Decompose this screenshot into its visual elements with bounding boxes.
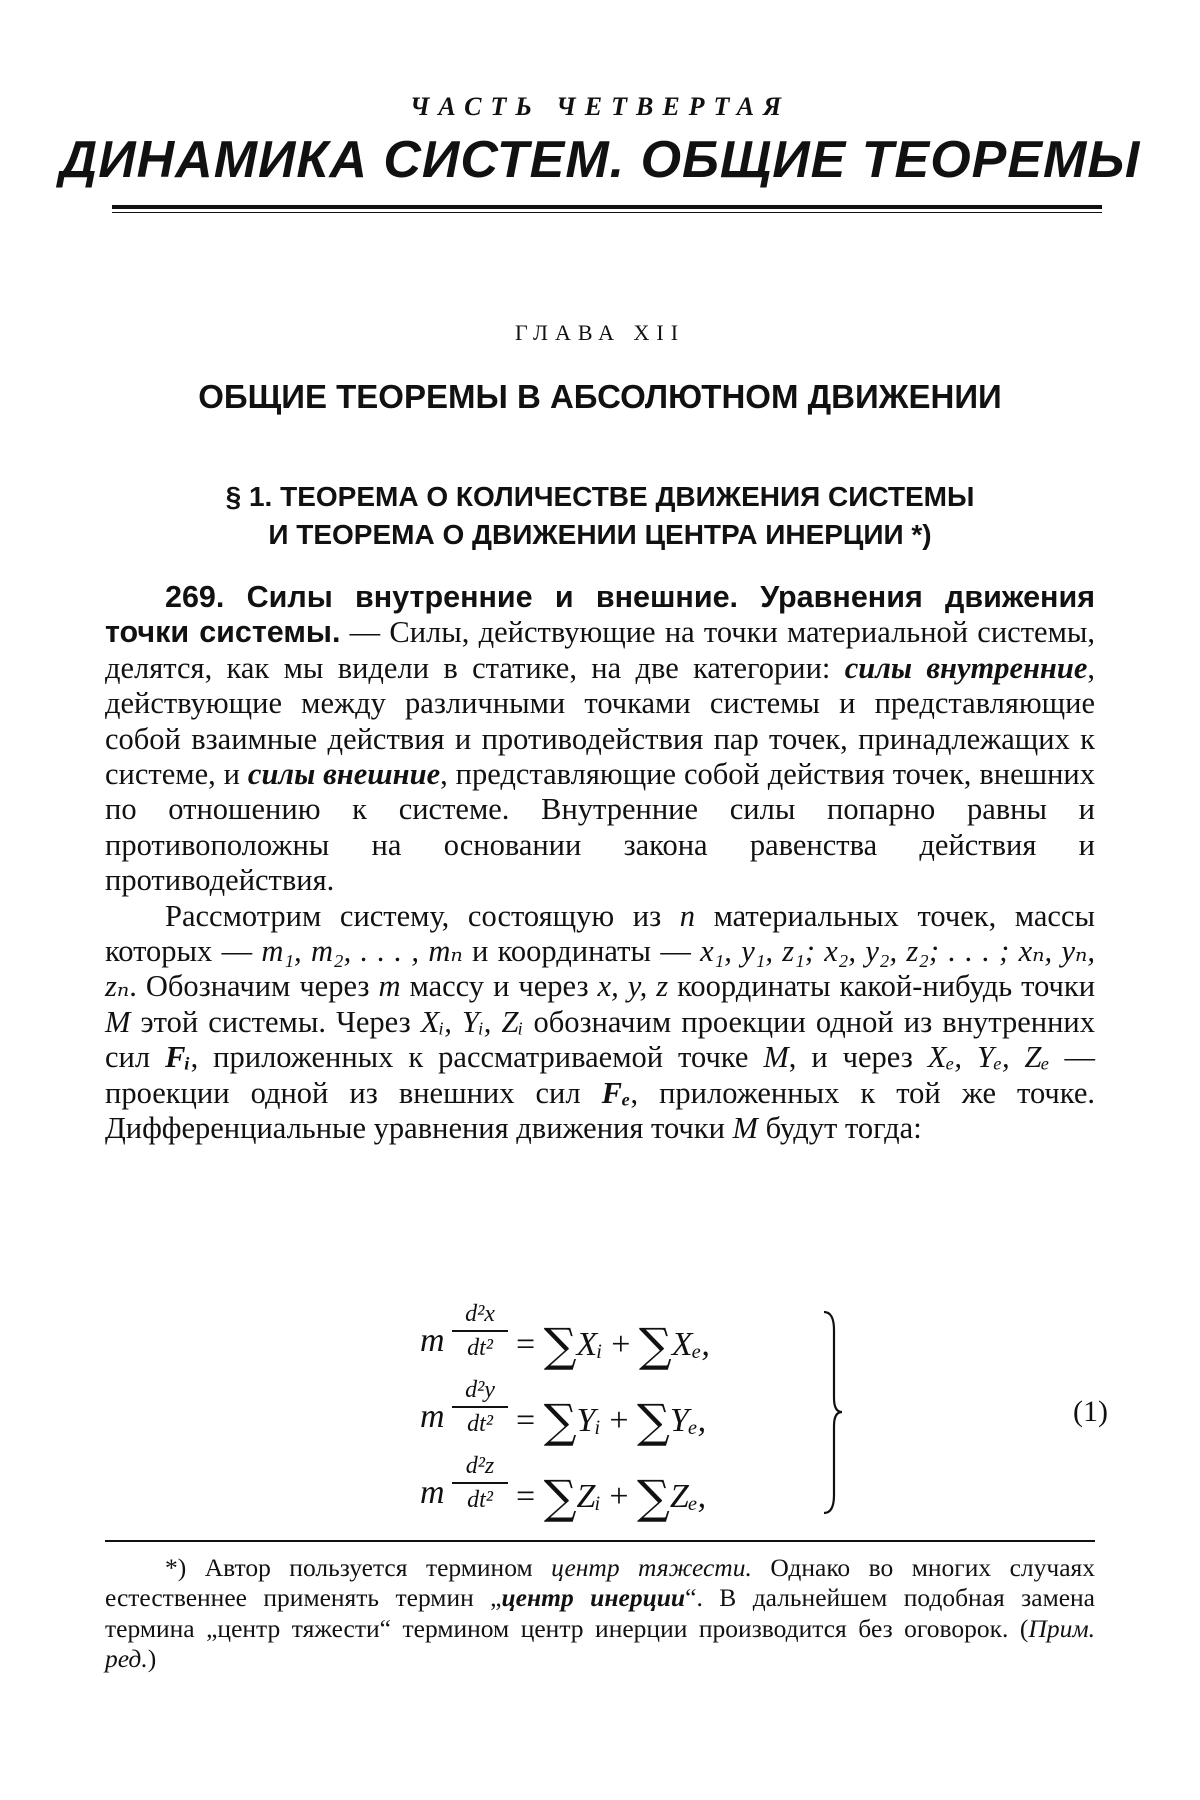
equation-mass: m <box>420 1398 445 1435</box>
para2-text-6: координаты какой-нибудь точки <box>668 969 1096 1004</box>
symbol-n: n <box>679 898 695 933</box>
sum-sign: ∑ <box>543 1394 577 1448</box>
footnote-text-2: Однако во многих случаях естественнее применять термин „ <box>105 1553 1095 1613</box>
term-internal-forces: силы внутренние <box>844 650 1088 685</box>
para1-text-3: , представляющие собой действия точек, внешних по отношению к системе. Внутренние силы попарно равны и противоположны на основании закона равенства действия и противодействия. <box>105 757 1095 898</box>
footnote-editor-note: Прим. ред. <box>105 1613 1095 1674</box>
sum-sign: ∑ <box>543 1318 577 1372</box>
chapter-title: ОБЩИЕ ТЕОРЕМЫ В АБСОЛЮТНОМ ДВИЖЕНИИ <box>198 378 1002 415</box>
symbol-M-2: M <box>763 1040 789 1075</box>
symbol-Fi: Fᵢ <box>165 1040 191 1075</box>
chapter-label: ГЛАВА XII <box>514 320 686 345</box>
internal-term: Xᵢ <box>576 1326 603 1363</box>
title-rule <box>112 205 1102 209</box>
equation-mass: m <box>420 1322 445 1359</box>
para1-text-2: , действующие между различными точками системы и представляющие собой взаимные действия и противодействия пар точек, принадлежащих к системе, и <box>105 650 1095 792</box>
para2-text-3: и координаты — <box>462 934 701 969</box>
body-text <box>105 580 1095 1147</box>
para2-text-13: будут тогда: <box>757 1111 922 1146</box>
derivative-numerator: d²z <box>452 1452 508 1484</box>
symbol-xyz: x, y, z <box>597 969 669 1004</box>
para2-text-12: , приложенных к той же точке. Дифференциальные уравнения движения точки <box>105 1075 1095 1146</box>
footnote-rule <box>105 1540 1095 1542</box>
equation-rhs <box>516 1470 706 1524</box>
title-rule-thin <box>112 212 1102 213</box>
para2-text-7: этой системы. Через <box>130 1004 421 1039</box>
external-term: Xₑ, <box>671 1326 710 1363</box>
right-brace <box>822 1310 844 1515</box>
symbol-internal-projections: Xᵢ, Yᵢ, Zᵢ <box>420 1004 524 1039</box>
plus-sign: + <box>609 1478 629 1515</box>
sum-sign: ∑ <box>637 1470 670 1524</box>
footnote-text <box>105 1553 1095 1675</box>
footnote <box>105 1553 1095 1675</box>
term-external-forces: силы внешние <box>247 757 441 792</box>
derivative-numerator: d²y <box>452 1376 508 1408</box>
equation-z <box>420 1452 840 1522</box>
equals-sign: = <box>516 1326 536 1363</box>
symbol-masses: m₁, m₂, . . . , mₙ <box>261 934 463 969</box>
footnote-term-2: центр инерции <box>501 1583 686 1613</box>
paragraph-269 <box>105 580 1095 899</box>
equation-derivative <box>452 1452 508 1514</box>
symbol-M-3: M <box>732 1111 758 1146</box>
para2-text-11: — проекции одной из внешних сил <box>105 1040 1095 1110</box>
sum-sign: ∑ <box>637 1394 670 1448</box>
symbol-M: M <box>105 1004 131 1039</box>
equation-y <box>420 1376 840 1446</box>
para2-text-2: материальных точек, массы которых — <box>105 898 1095 969</box>
equals-sign: = <box>516 1402 536 1439</box>
equation-x <box>420 1300 840 1370</box>
symbol-coordinates: x₁, y₁, z₁; x₂, y₂, z₂; . . . ; xₙ, yₙ, zₙ <box>105 934 1095 1004</box>
internal-term: Zᵢ <box>576 1478 601 1515</box>
equals-sign: = <box>516 1478 536 1515</box>
equation-number: (1) <box>1073 1395 1108 1428</box>
paragraph-system <box>105 899 1095 1147</box>
para2-text-9: , приложенных к рассматриваемой точке <box>190 1040 764 1075</box>
derivative-denominator: dt² <box>467 1335 493 1361</box>
derivative-numerator: d²x <box>452 1300 508 1332</box>
sum-sign: ∑ <box>543 1470 577 1524</box>
plus-sign: + <box>611 1326 631 1363</box>
equation-mass: m <box>420 1474 445 1511</box>
plus-sign: + <box>609 1402 629 1439</box>
symbol-Fe: Fₑ <box>601 1075 631 1110</box>
external-term: Zₑ, <box>669 1478 707 1515</box>
sum-sign: ∑ <box>638 1318 672 1372</box>
section-title-line-1: § 1. ТЕОРЕМА О КОЛИЧЕСТВЕ ДВИЖЕНИЯ СИСТЕМЫ <box>225 481 975 512</box>
para2-text-5: массу и через <box>400 969 598 1004</box>
para2-text-8: обозначим проекции одной из внутренних сил <box>105 1004 1095 1075</box>
footnote-text-4: ) <box>147 1644 157 1674</box>
para2-text-10: , и через <box>788 1040 928 1075</box>
equation-derivative <box>452 1300 508 1362</box>
equation-rhs <box>516 1394 706 1448</box>
para1-text-1: — Силы, действующие на точки материальной системы, делятся, как мы видели в статике, на две категории: <box>105 615 1095 685</box>
internal-term: Yᵢ <box>576 1402 601 1439</box>
para2-text-4: . Обозначим через <box>129 969 379 1004</box>
symbol-external-projections: Xₑ, Yₑ, Zₑ <box>927 1040 1050 1075</box>
external-term: Yₑ, <box>669 1402 707 1439</box>
section-title <box>0 478 1200 554</box>
part-title: ДИНАМИКА СИСТЕМ. ОБЩИЕ ТЕОРЕМЫ <box>59 131 1141 189</box>
footnote-text-1: *) Автор пользуется термином <box>165 1553 552 1582</box>
derivative-denominator: dt² <box>467 1487 493 1513</box>
equation-rhs <box>516 1318 710 1372</box>
part-label: ЧАСТЬ ЧЕТВЕРТАЯ <box>409 92 791 121</box>
paragraph-heading: 269. Силы внутренние и внешние. Уравнения движения точки системы. <box>105 580 1095 650</box>
equation-derivative <box>452 1376 508 1438</box>
section-title-line-2: И ТЕОРЕМА О ДВИЖЕНИИ ЦЕНТРА ИНЕРЦИИ *) <box>268 519 932 550</box>
footnote-term-1: центр тяжести. <box>551 1553 752 1582</box>
para2-text-1: Рассмотрим систему, состоящую из <box>165 898 680 933</box>
footnote-text-3: “. В дальнейшем подобная замена термина „центр тяжести“ термином центр инерции производится без оговорок. ( <box>105 1583 1095 1643</box>
equations-block <box>420 1300 1140 1525</box>
symbol-m: m <box>378 969 401 1004</box>
derivative-denominator: dt² <box>467 1411 493 1437</box>
